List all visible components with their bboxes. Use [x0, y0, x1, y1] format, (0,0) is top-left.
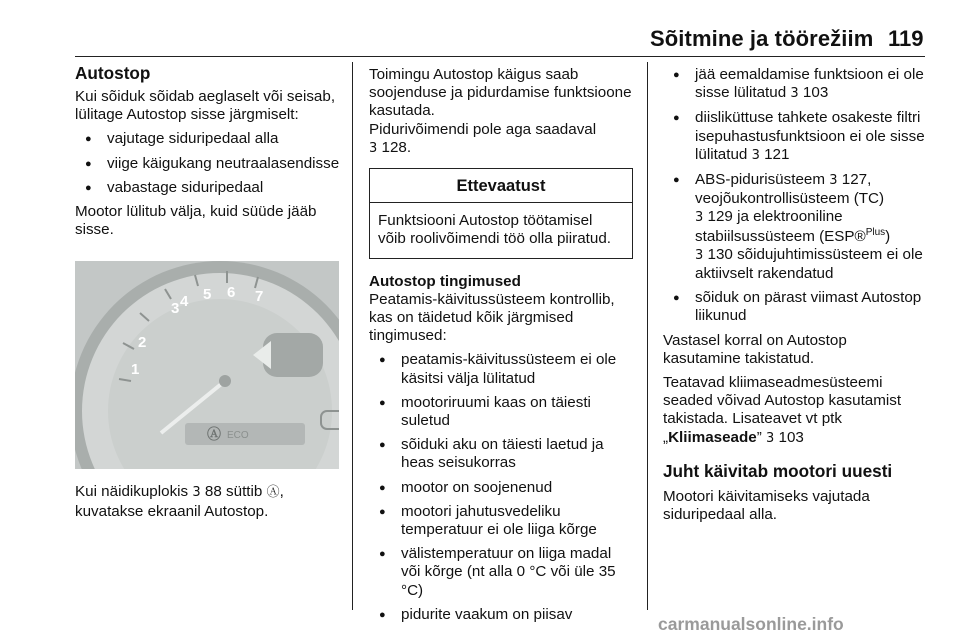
paragraph: Vastasel korral on Autostop kasutamine takistatud. [663, 331, 847, 367]
link[interactable]: Kliimaseade [668, 428, 757, 446]
list-item: ● vajutage siduripedaal alla [75, 130, 343, 148]
paragraph: Toimingu Autostop käigus saab soojenduse ja pidurdamise funktsioone kasutada. [369, 66, 632, 120]
header-rule [75, 56, 925, 57]
list-item: ● mootori jahutusvedeliku temperatuur ei ole liiga kõrge [369, 503, 633, 539]
section-heading: Autostop [75, 63, 151, 83]
caution-box [369, 168, 633, 259]
paragraph: Pidurivõimendi pole aga saadaval 3 128. [369, 120, 597, 156]
list-item: ● sõiduk on pärast viimast Autostop liikunud [663, 289, 927, 325]
cross-reference-icon: 3 [790, 86, 799, 102]
paragraph: Kui sõiduk sõidab aeglaselt või seisab, lülitage Autostop sisse järgmiselt: [75, 88, 336, 124]
page-title: Sõitmine ja töörežiim [650, 26, 874, 51]
gauge-tick-label: 2 [138, 334, 147, 352]
gauge-tick-label: 7 [255, 288, 264, 306]
list-item: ● jää eemaldamise funktsioon ei ole sisse lülitatud 3 103 [663, 66, 927, 103]
list-item: ● ABS-pidurisüsteem 3 127, veojõukontrollisüsteem (TC) 3 129 ja elektrooniline stabiilsussüsteem (ESP®$^{Plus}$) 3 130 sõidujuhtimissüsteem ei ole aktiivselt rakendatud [663, 171, 927, 283]
paragraph: Mootor lülitub välja, kuid süüde jääb sisse. [75, 203, 317, 239]
paragraph: Mootori käivitamiseks vajutada siduripedaal alla. [663, 487, 870, 524]
list-item: ● mootoriruumi kaas on täiesti suletud [369, 394, 633, 430]
autostop-icon: Ⓐ [266, 485, 280, 501]
cross-reference-icon: 3 [369, 140, 378, 156]
column-3 [663, 62, 927, 524]
column-divider [352, 62, 353, 610]
column-2 [369, 62, 633, 624]
paragraph: Teatavad kliimaseadmesüsteemi seaded võivad Autostop kasutamist takistada. Lisateavet vt ptk „Kliimaseade” 3 103 [663, 374, 902, 446]
paragraph: Peatamis-käivitussüsteem kontrollib, kas on täidetud kõik järgmised tingimused: [369, 290, 615, 345]
bullet-list [369, 351, 633, 624]
gauge-tick-label: 1 [131, 361, 140, 379]
page-number: 119 [888, 26, 924, 51]
list-item: ● viige käigukang neutraalasendisse [75, 155, 343, 173]
cross-reference-icon: 3 [695, 210, 704, 226]
subheading: Autostop tingimused [369, 272, 521, 290]
cross-reference-icon: 3 [192, 485, 201, 501]
dashboard-illustration [75, 261, 339, 469]
caution-title: Ettevaatust [370, 169, 632, 203]
list-item: ● diisliküttuse tahkete osakeste filtri isepuhastusfunktsioon ei ole sisse lülitatud 3 121 [663, 109, 927, 165]
caution-text: Funktsiooni Autostop töötamisel võib roolivõimendi töö olla piiratud. [378, 212, 612, 248]
bullet-list [75, 130, 343, 197]
cross-reference-icon: 3 [695, 247, 704, 263]
list-item: ● mootor on soojenenud [369, 479, 633, 497]
list-item: ● vabastage siduripedaal [75, 179, 343, 197]
caption: Kui näidikuplokis 3 88 süttib Ⓐ, kuvatakse ekraanil Autostop. [75, 483, 284, 520]
autostop-icon: Ⓐ [207, 427, 221, 444]
eco-label: ECO [227, 430, 249, 442]
list-item: ● välistemperatuur on liiga madal või kõrge (nt alla 0 °C või üle 35 °C) [369, 545, 633, 600]
column-divider [647, 62, 648, 610]
gauge-tick-label: 3 [171, 300, 180, 318]
cross-reference-icon: 3 [751, 147, 760, 163]
list-item: ● pidurite vaakum on piisav [369, 606, 633, 624]
column-1 [75, 62, 343, 521]
list-item: ● peatamis-käivitussüsteem ei ole käsitsi välja lülitatud [369, 351, 633, 387]
instrument-cluster-image [75, 261, 339, 469]
bullet-list [663, 66, 927, 326]
cross-reference-icon: 3 [766, 430, 775, 446]
gauge-tick-label: 5 [203, 286, 212, 304]
section-heading: Juht käivitab mootori uuesti [663, 460, 893, 481]
gauge-tick-label: 4 [180, 293, 189, 311]
gauge-tick-label: 6 [227, 284, 236, 302]
watermark: carmanualsonline.info [658, 614, 844, 634]
list-item: ● sõiduki aku on täiesti laetud ja heas seisukorras [369, 436, 633, 472]
cross-reference-icon: 3 [829, 173, 838, 189]
